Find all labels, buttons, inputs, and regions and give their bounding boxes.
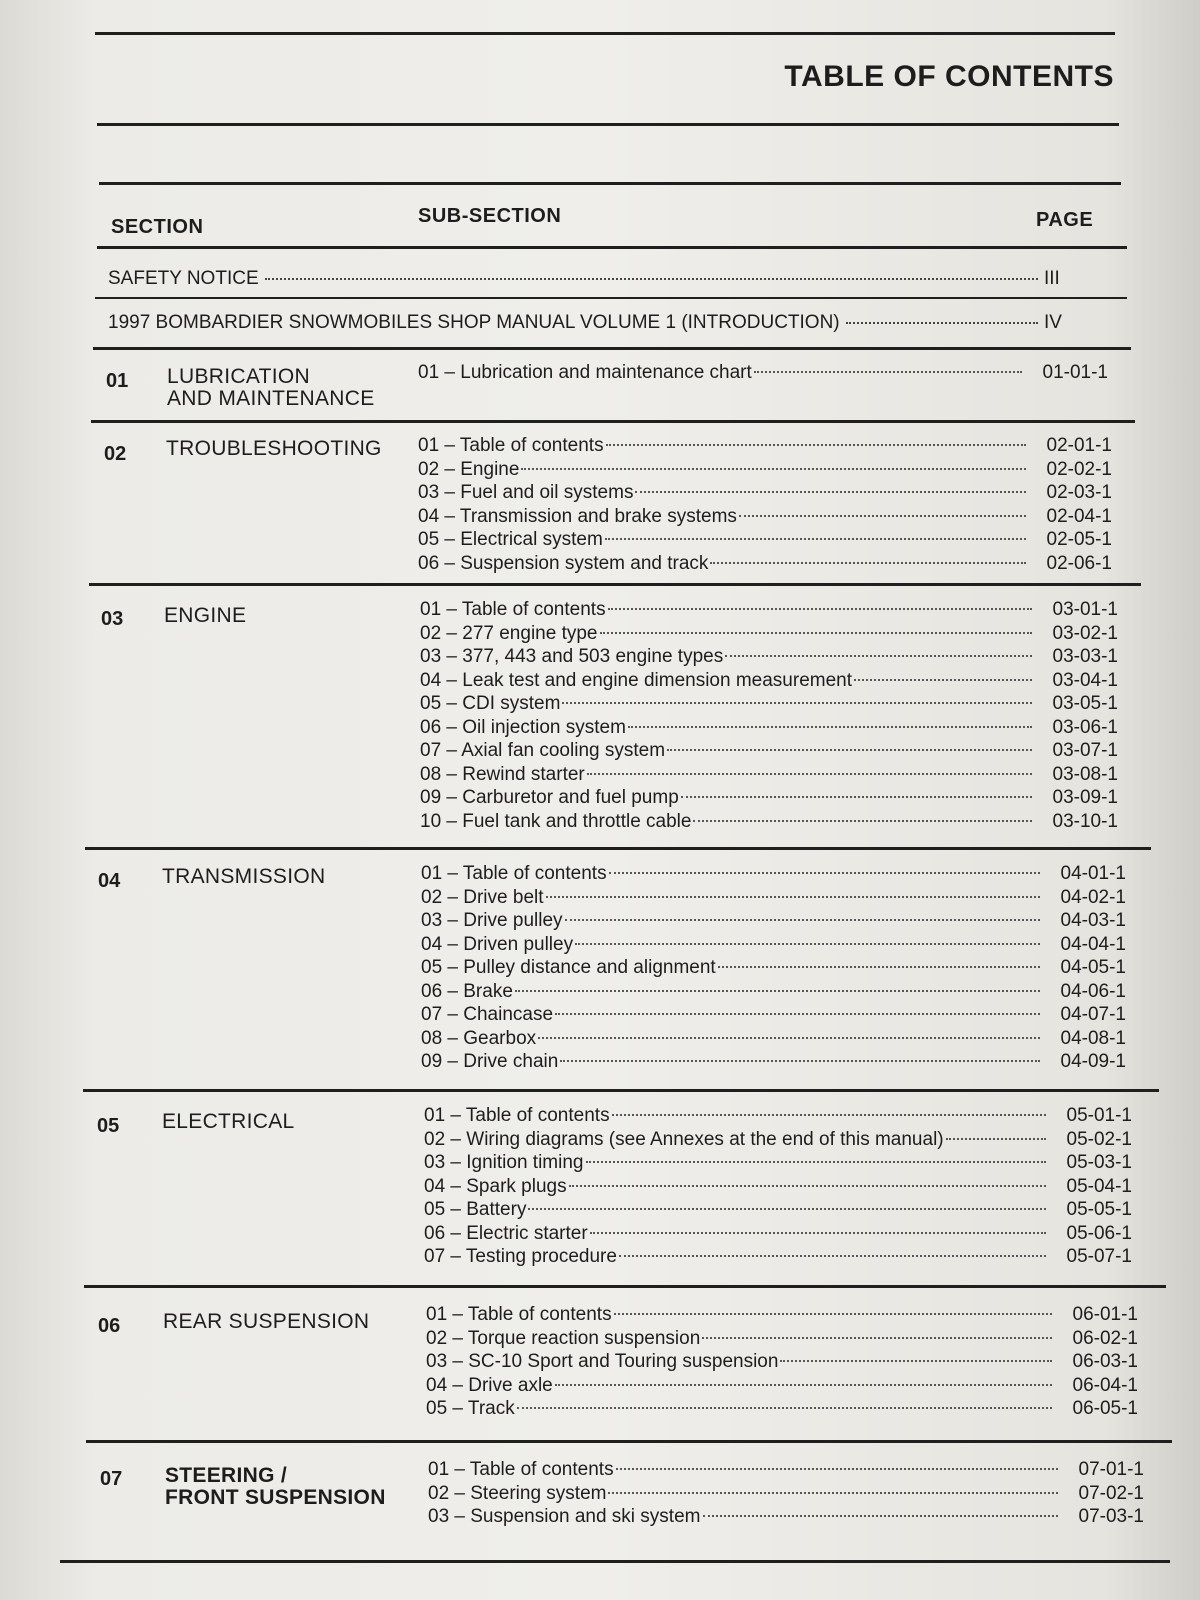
page-reference: 07-01-1 [1078,1459,1144,1480]
sub-section-row [421,909,1126,933]
sub-section-row [418,361,1108,385]
sub-section-label: 03 – SC-10 Sport and Touring suspension [426,1351,779,1372]
sub-section-label: 09 – Carburetor and fuel pump [420,787,679,808]
sub-section-label: 04 – Transmission and brake systems [418,505,737,527]
dot-leader [521,468,1026,470]
sub-section-row [420,645,1118,669]
page-reference: 06-03-1 [1072,1351,1138,1372]
sub-section-row [421,1003,1126,1027]
dot-leader [710,562,1026,564]
dot-leader [608,608,1032,610]
sub-section-label: 03 – Fuel and oil systems [418,482,634,503]
sub-section-label: 07 – Chaincase [421,1004,554,1025]
sub-section-label: 05 – Track [426,1398,515,1419]
bottom-rule [60,1560,1170,1563]
row-rule [95,297,1127,299]
sub-section-label: 02 – Torque reaction suspension [426,1327,701,1349]
section-name: TRANSMISSION [162,865,326,888]
top-rule [95,32,1115,35]
page-reference: 04-02-1 [1060,886,1126,908]
sub-section-label: 04 – Leak test and engine dimension measurement [420,669,852,691]
page-reference: 07-03-1 [1078,1506,1144,1527]
page-reference: 05-01-1 [1066,1105,1132,1126]
row-rule [93,347,1131,350]
dot-leader [587,773,1032,775]
sub-section-label: 06 – Electric starter [424,1222,588,1244]
page-reference: 05-07-1 [1066,1246,1132,1267]
sub-section-row [421,1050,1126,1074]
section-number: 06 [98,1315,121,1337]
dot-leader [562,702,1032,704]
section-rule [83,1089,1159,1092]
page-reference: 07-02-1 [1078,1482,1144,1504]
sub-section-row [418,528,1112,552]
sub-section-row [424,1222,1132,1246]
dot-leader [616,1468,1058,1470]
sub-section-row [420,669,1118,693]
sub-section-row [426,1397,1138,1421]
dot-leader [702,1337,1052,1339]
dot-leader [569,1185,1046,1187]
page-reference: 04-07-1 [1060,1004,1126,1025]
dot-leader [546,896,1040,898]
sub-section-row [420,739,1118,763]
page-reference: 05-03-1 [1066,1152,1132,1173]
sub-section-label: 07 – Axial fan cooling system [420,740,666,761]
page-reference: 01-01-1 [1042,362,1108,383]
title-rule [97,123,1119,126]
dot-leader [608,1492,1058,1494]
page-reference: 02-05-1 [1046,529,1112,550]
section-name: ELECTRICAL [162,1110,295,1133]
page-reference: 04-03-1 [1060,910,1126,931]
page-reference: 05-02-1 [1066,1128,1132,1150]
section-rule [85,847,1151,850]
sub-section-row [420,810,1118,834]
page-reference: 03-04-1 [1052,669,1118,691]
section-number: 05 [97,1115,120,1137]
sub-section-row [428,1482,1144,1506]
dot-leader [619,1255,1046,1257]
sub-section-label: 01 – Table of contents [428,1459,614,1480]
page-reference: 03-09-1 [1052,787,1118,808]
dot-leader [667,749,1032,751]
sub-section-label: 04 – Driven pulley [421,933,574,955]
dot-leader [555,1013,1040,1015]
sub-section-row [424,1175,1132,1199]
page-reference: 04-06-1 [1060,980,1126,1002]
dot-leader [725,655,1032,657]
section-number: 02 [104,443,127,465]
dot-leader [600,632,1033,634]
page-reference: 03-06-1 [1052,716,1118,738]
sub-section-label: 10 – Fuel tank and throttle cable [420,810,692,832]
header-page: PAGE [1036,209,1094,231]
dot-leader [265,278,1038,280]
page-reference: 03-03-1 [1052,646,1118,667]
header-top-rule [99,182,1121,185]
dot-leader [780,1360,1052,1362]
page-reference: 03-01-1 [1052,599,1118,620]
sub-section-label: 08 – Rewind starter [420,763,585,785]
page-reference: 03-07-1 [1052,740,1118,761]
sub-section-label: 05 – CDI system [420,693,561,714]
page-reference: 05-06-1 [1066,1222,1132,1244]
page-reference: 04-09-1 [1060,1051,1126,1072]
sub-section-row [418,481,1112,505]
section-number: 01 [106,370,129,392]
sub-section-label: 04 – Drive axle [426,1374,553,1396]
dot-leader [614,1313,1052,1315]
sub-section-label: 03 – Ignition timing [424,1152,584,1173]
sub-section-list [421,862,1126,1074]
page-reference: 03-08-1 [1052,763,1118,785]
introduction-row [108,312,1084,334]
dot-leader [586,1161,1047,1163]
sub-section-list [418,434,1112,575]
sub-section-label: 02 – Wiring diagrams (see Annexes at the end of this manual) [424,1128,944,1150]
sub-section-label: 03 – Suspension and ski system [428,1506,701,1527]
sub-section-label: 09 – Drive chain [421,1051,559,1072]
sub-section-row [420,598,1118,622]
sub-section-row [426,1374,1138,1398]
page-reference: 04-08-1 [1060,1027,1126,1049]
page-reference: 03-05-1 [1052,693,1118,714]
sub-section-row [421,956,1126,980]
sub-section-row [418,505,1112,529]
sub-section-label: 01 – Table of contents [424,1105,610,1126]
sub-section-row [420,692,1118,716]
sub-section-row [426,1303,1138,1327]
sub-section-row [418,434,1112,458]
dot-leader [609,872,1040,874]
sub-section-row [426,1350,1138,1374]
dot-leader [693,820,1032,822]
section-rule [89,583,1141,586]
sub-section-row [420,622,1118,646]
sub-section-label: 01 – Lubrication and maintenance chart [418,362,752,383]
sub-section-list [420,598,1118,833]
safety-notice-page: III [1044,268,1060,289]
sub-section-list [424,1104,1132,1269]
sub-section-label: 02 – Steering system [428,1482,607,1504]
dot-leader [575,943,1040,945]
dot-leader [754,371,1022,373]
dot-leader [854,679,1032,681]
page-reference: 05-05-1 [1066,1199,1132,1220]
sub-section-row [424,1151,1132,1175]
dot-leader [517,1407,1052,1409]
sub-section-list [418,361,1108,385]
dot-leader [703,1515,1059,1517]
sub-section-row [421,980,1126,1004]
sub-section-label: 04 – Spark plugs [424,1175,567,1197]
dot-leader [565,919,1040,921]
sub-section-row [424,1198,1132,1222]
sub-section-row [421,1027,1126,1051]
sub-section-label: 05 – Pulley distance and alignment [421,957,716,978]
sub-section-label: 03 – Drive pulley [421,910,563,931]
page-reference: 06-04-1 [1072,1374,1138,1396]
dot-leader [946,1138,1046,1140]
sub-section-label: 07 – Testing procedure [424,1246,617,1267]
sub-section-row [428,1458,1144,1482]
page-reference: 04-05-1 [1060,957,1126,978]
page-reference: 02-03-1 [1046,482,1112,503]
section-number: 03 [101,608,124,630]
dot-leader [590,1232,1046,1234]
section-number: 04 [98,870,121,892]
page-reference: 03-10-1 [1052,810,1118,832]
sub-section-label: 01 – Table of contents [420,599,606,620]
safety-notice-row [108,268,1084,290]
dot-leader [560,1060,1040,1062]
sub-section-row [420,716,1118,740]
header-sub-section: SUB-SECTION [418,205,562,227]
page-reference: 02-02-1 [1046,458,1112,480]
header-bottom-rule [97,246,1127,249]
sub-section-label: 02 – 277 engine type [420,622,598,644]
page-reference: 02-04-1 [1046,505,1112,527]
header-section: SECTION [111,216,204,238]
sub-section-row [421,886,1126,910]
sub-section-row [420,763,1118,787]
sub-section-list [426,1303,1138,1421]
page-reference: 04-01-1 [1060,863,1126,884]
sub-section-label: 01 – Table of contents [421,863,607,884]
dot-leader [846,322,1038,324]
sub-section-row [421,862,1126,886]
page-reference: 03-02-1 [1052,622,1118,644]
sub-section-label: 03 – 377, 443 and 503 engine types [420,646,724,667]
page-reference: 04-04-1 [1060,933,1126,955]
dot-leader [628,726,1032,728]
dot-leader [538,1037,1040,1039]
sub-section-row [420,786,1118,810]
sub-section-row [424,1128,1132,1152]
dot-leader [612,1114,1046,1116]
section-rule [91,420,1135,423]
sub-section-row [428,1505,1144,1529]
introduction-label: 1997 BOMBARDIER SNOWMOBILES SHOP MANUAL VOLUME 1 (INTRODUCTION) [108,312,840,333]
dot-leader [635,491,1026,493]
dot-leader [739,515,1026,517]
page-reference: 06-02-1 [1072,1327,1138,1349]
page-reference: 02-06-1 [1046,552,1112,574]
section-name: REAR SUSPENSION [163,1310,370,1333]
section-rule [86,1440,1172,1443]
page-reference: 02-01-1 [1046,435,1112,456]
dot-leader [681,796,1032,798]
sub-section-row [424,1104,1132,1128]
dot-leader [515,990,1040,992]
section-name: TROUBLESHOOTING [166,437,382,460]
dot-leader [718,966,1040,968]
sub-section-row [424,1245,1132,1269]
sub-section-label: 08 – Gearbox [421,1027,537,1049]
sub-section-label: 05 – Electrical system [418,529,603,550]
sub-section-label: 06 – Oil injection system [420,716,626,738]
page-reference: 06-01-1 [1072,1304,1138,1325]
sub-section-list [428,1458,1144,1529]
sub-section-label: 02 – Engine [418,458,520,480]
sub-section-row [418,552,1112,576]
section-name: ENGINE [164,604,247,627]
section-name: LUBRICATION AND MAINTENANCE [167,365,375,410]
safety-notice-label: SAFETY NOTICE [108,268,259,289]
section-rule [84,1285,1166,1288]
sub-section-label: 02 – Drive belt [421,886,544,908]
sub-section-label: 01 – Table of contents [426,1304,612,1325]
dot-leader [528,1208,1046,1210]
sub-section-label: 05 – Battery [424,1199,527,1220]
dot-leader [555,1384,1052,1386]
dot-leader [606,444,1026,446]
dot-leader [605,538,1026,540]
sub-section-row [418,458,1112,482]
page-title: TABLE OF CONTENTS [784,60,1114,93]
sub-section-label: 06 – Suspension system and track [418,552,709,574]
section-number: 07 [100,1468,123,1490]
page-reference: 06-05-1 [1072,1398,1138,1419]
sub-section-row [421,933,1126,957]
page-reference: 05-04-1 [1066,1175,1132,1197]
sub-section-label: 06 – Brake [421,980,513,1002]
sub-section-label: 01 – Table of contents [418,435,604,456]
introduction-page: IV [1044,312,1062,333]
section-name: STEERING / FRONT SUSPENSION [165,1464,386,1509]
sub-section-row [426,1327,1138,1351]
